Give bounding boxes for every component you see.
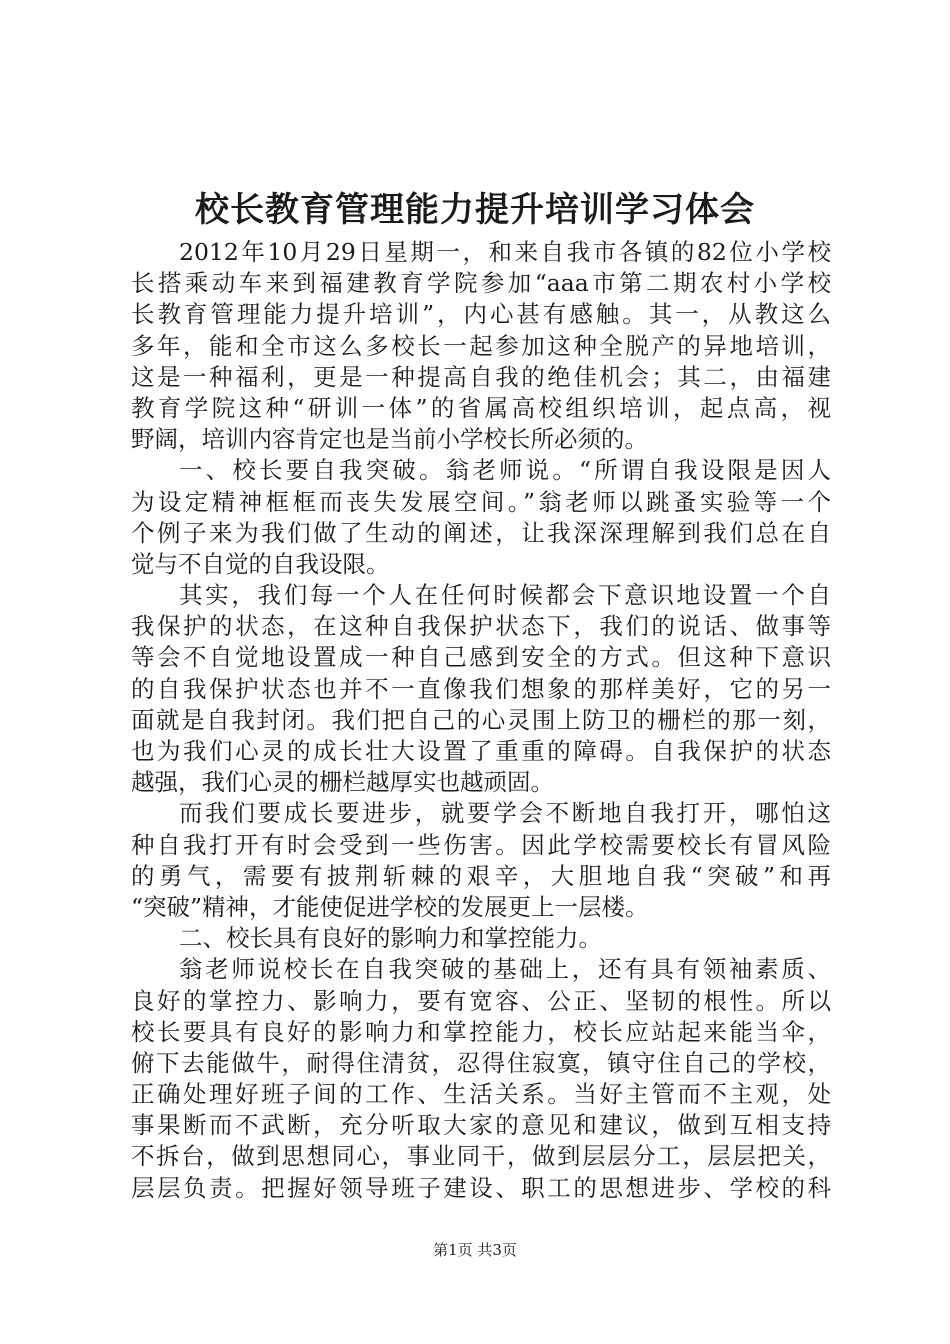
document-title: 校长教育管理能力提升培训学习体会 [195, 190, 755, 230]
text-line: 俯下去能做牛，耐得住清贫，忍得住寂寞，镇守住自己的学校， [131, 1048, 831, 1077]
text-line: 等会不自觉地设置成一种自己感到安全的方式。但这种下意识 [131, 643, 831, 672]
text-line: “突破”精神，才能使促进学校的发展更上一层楼。 [131, 892, 649, 921]
text-line: 2012年10月29日星期一，和来自我市各镇的82位小学校 [179, 238, 831, 266]
text-line: 长教育管理能力提升培训”，内心甚有感触。其一，从教这么 [131, 300, 831, 329]
text-line: 而我们要成长要进步，就要学会不断地自我打开，哪怕这 [179, 799, 831, 828]
section-heading-line: 二、校长具有良好的影响力和掌控能力。 [179, 924, 602, 953]
text-line: 觉与不自觉的自我设限。 [131, 549, 390, 578]
section-heading-line: 一、校长要自我突破。翁老师说。“所谓自我设限是因人 [179, 456, 831, 485]
text-line: 的自我保护状态也并不一直像我们想象的那样美好，它的另一 [131, 674, 831, 703]
text-line: 不拆台，做到思想同心，事业同干，做到层层分工，层层把关， [131, 1142, 831, 1171]
text-line: 野阔，培训内容肯定也是当前小学校长所必须的。 [131, 425, 648, 454]
text-line: 事果断而不武断，充分听取大家的意见和建议，做到互相支持 [131, 1111, 831, 1140]
text-line: 我保护的状态，在这种自我保护状态下，我们的说话、做事等 [131, 612, 831, 641]
text-line: 翁老师说校长在自我突破的基础上，还有具有领袖素质、 [179, 955, 831, 984]
text-line: 的勇气，需要有披荆斩棘的艰辛，大胆地自我“突破”和再 [131, 861, 831, 890]
text-line: 面就是自我封闭。我们把自己的心灵围上防卫的栅栏的那一刻， [131, 705, 831, 734]
text-line: 多年，能和全市这么多校长一起参加这种全脱产的异地培训， [131, 331, 831, 360]
text-line: 其实，我们每一个人在任何时候都会下意识地设置一个自 [179, 581, 831, 610]
text-line: 也为我们心灵的成长壮大设置了重重的障碍。自我保护的状态 [131, 737, 831, 765]
text-line: 种自我打开有时会受到一些伤害。因此学校需要校长有冒风险 [131, 830, 831, 859]
text-line: 良好的掌控力、影响力，要有宽容、公正、坚韧的根性。所以 [131, 986, 831, 1015]
text-line: 层层负责。把握好领导班子建设、职工的思想进步、学校的科 [131, 1173, 831, 1202]
text-line: 长搭乘动车来到福建教育学院参加“aaa市第二期农村小学校 [131, 269, 831, 298]
document-body [131, 237, 831, 1204]
text-line: 校长要具有良好的影响力和掌控能力，校长应站起来能当伞， [131, 1017, 831, 1046]
text-line: 为设定精神框框而丧失发展空间。”翁老师以跳蚤实验等一个 [131, 487, 831, 516]
text-line: 个例子来为我们做了生动的阐述，让我深深理解到我们总在自 [131, 518, 831, 547]
text-line: 这是一种福利，更是一种提高自我的绝佳机会；其二，由福建 [131, 362, 831, 391]
text-line: 正确处理好班子间的工作、生活关系。当好主管而不主观，处 [131, 1080, 831, 1109]
text-line: 越强，我们心灵的栅栏越厚实也越顽固。 [131, 768, 554, 797]
page-footer: 第1页 共3页 [433, 1241, 517, 1259]
text-line: 教育学院这种“研训一体”的省属高校组织培训，起点高，视 [131, 393, 831, 422]
